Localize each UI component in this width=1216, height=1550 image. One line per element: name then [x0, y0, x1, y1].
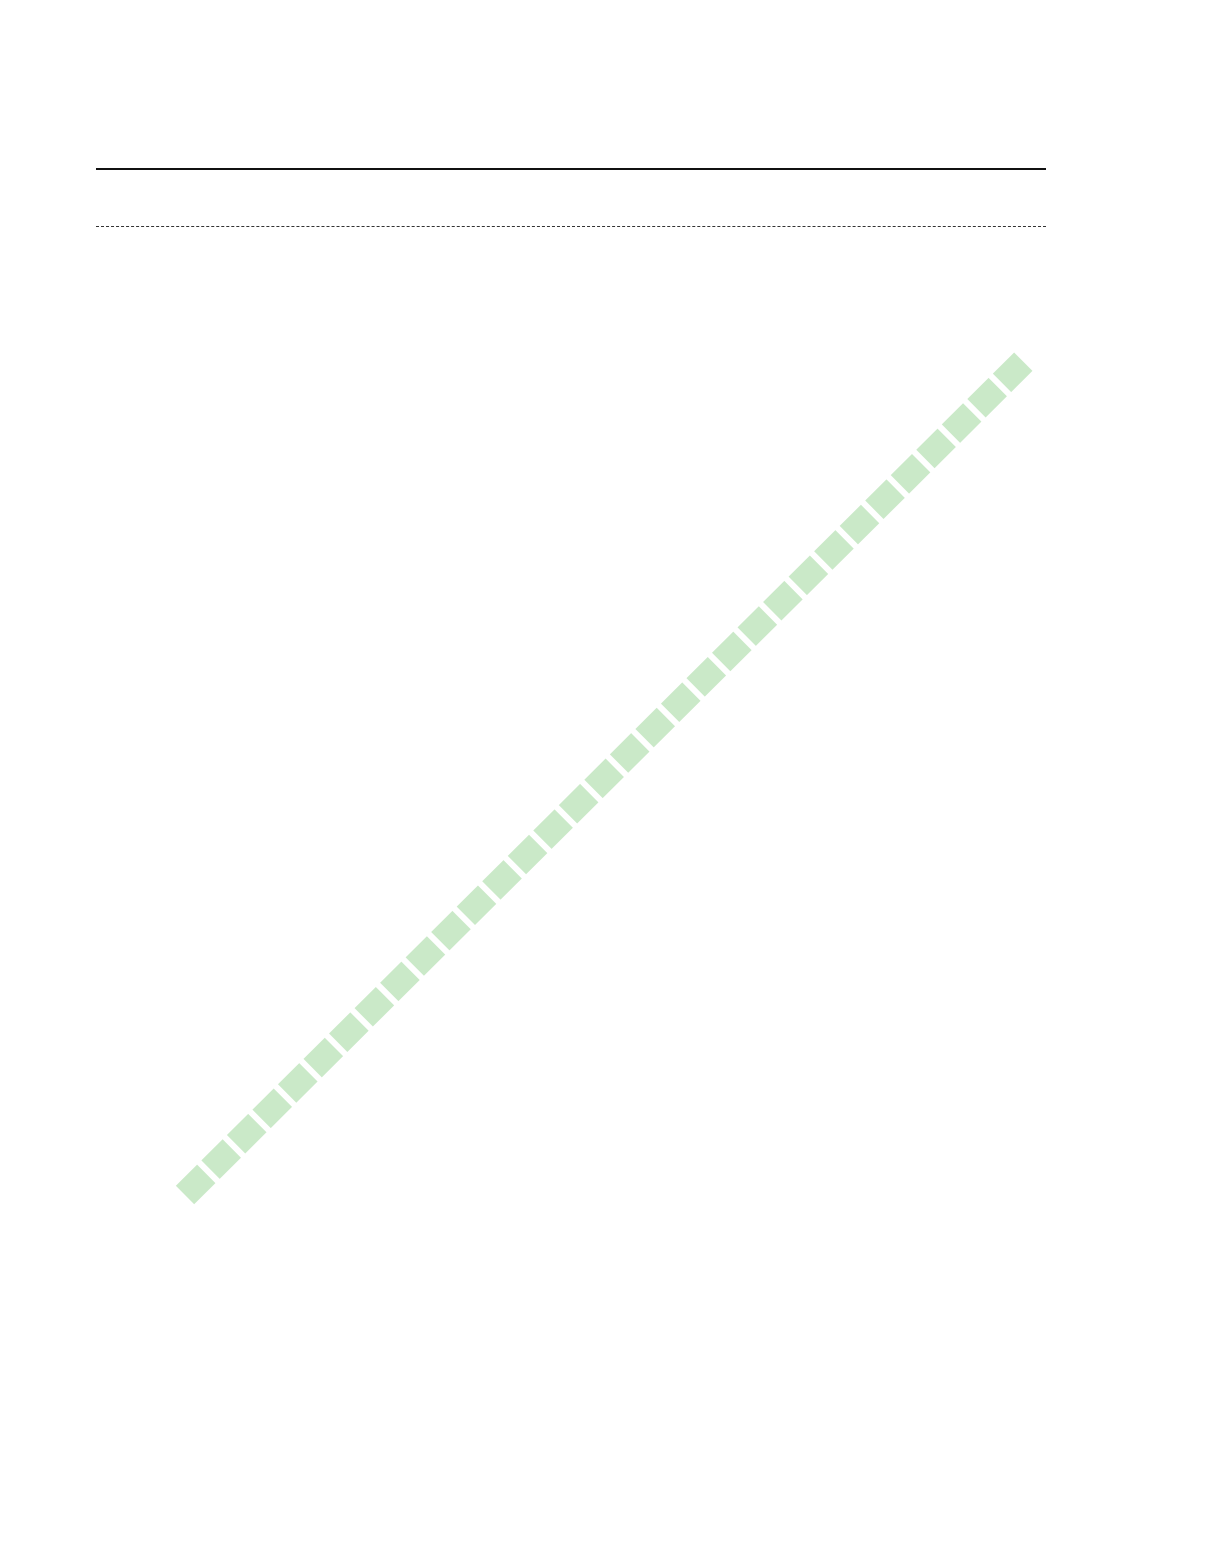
header-rule	[96, 226, 1046, 228]
top-rule	[96, 168, 1046, 170]
page-title	[118, 140, 124, 162]
